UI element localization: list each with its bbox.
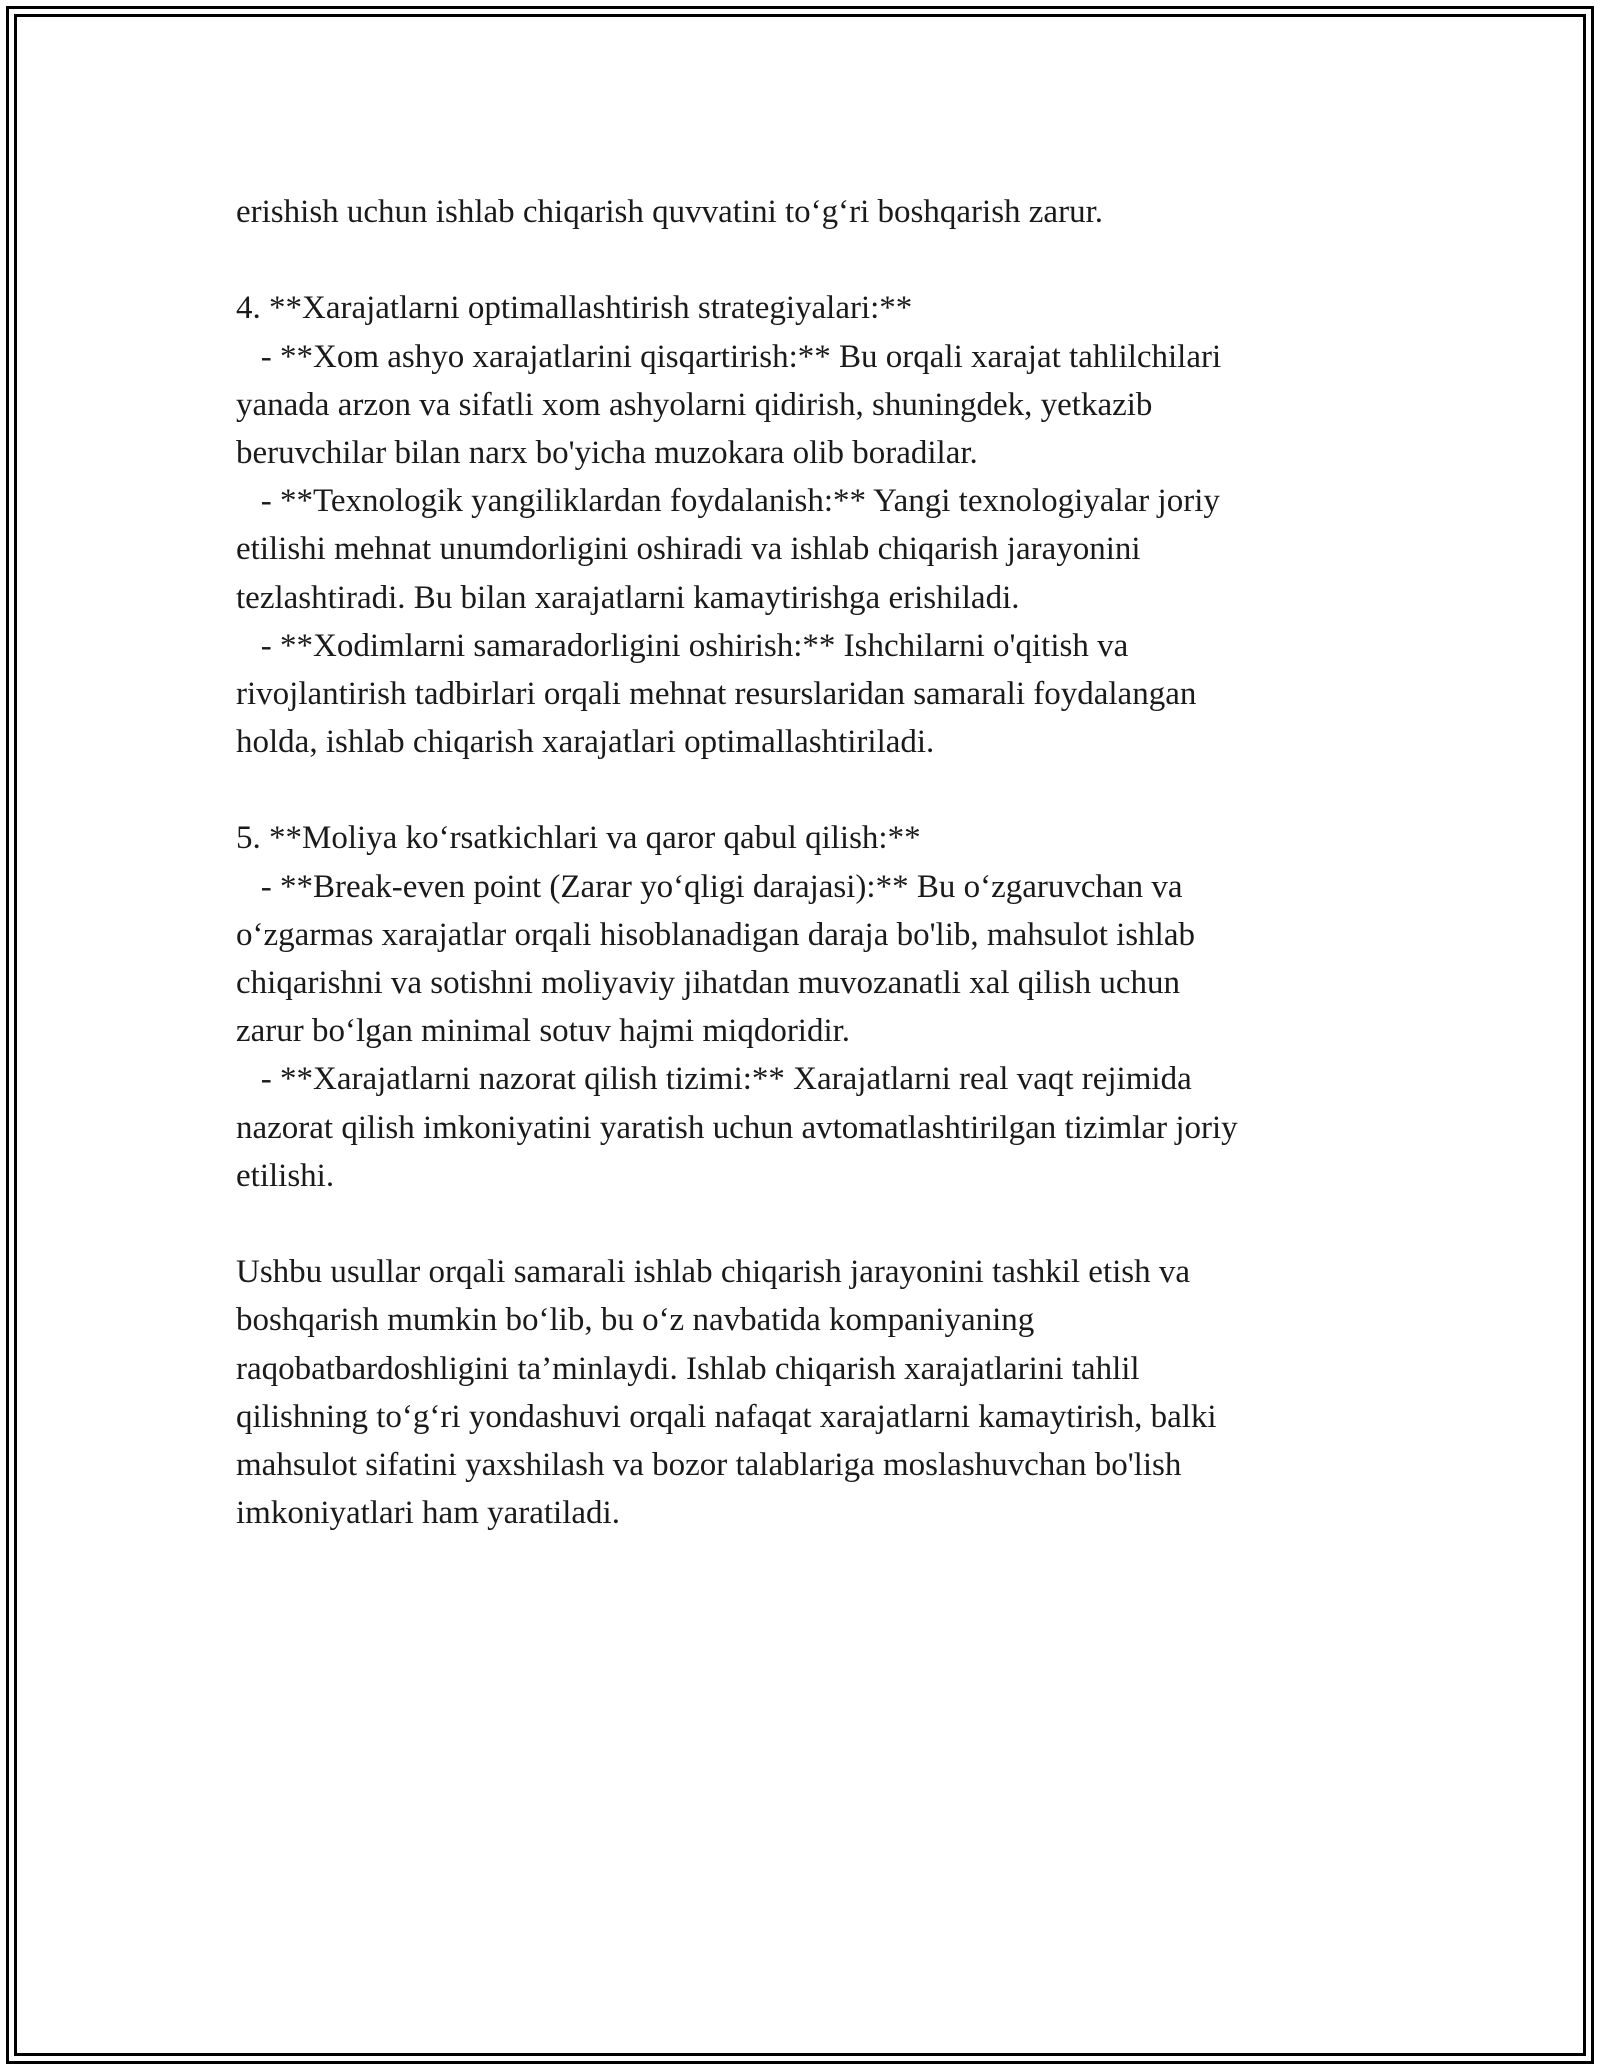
text-line: - **Break-even point (Zarar yo‘qligi darajasi):** Bu o‘zgaruvchan va — [236, 868, 1183, 905]
section-4-item-3 — [236, 622, 1366, 767]
text-line: - **Texnologik yangiliklardan foydalanish:** Yangi texnologiyalar joriy — [236, 483, 1220, 520]
section-4-item-2 — [236, 477, 1366, 622]
text-line: rivojlantirish tadbirlari orqali mehnat resurslaridan samarali foydalangan — [236, 675, 1197, 712]
section-4-heading: 4. **Xarajatlarni optimallashtirish strategiyalari:** — [236, 290, 913, 327]
conclusion-paragraph — [236, 1248, 1366, 1537]
document-body — [236, 188, 1366, 1537]
section-5-item-2 — [236, 1055, 1366, 1200]
paragraph-gap — [236, 236, 1366, 284]
text-line: o‘zgarmas xarajatlar orqali hisoblanadigan daraja bo'lib, mahsulot ishlab — [236, 916, 1195, 953]
paragraph-gap — [236, 766, 1366, 814]
text-line: beruvchilar bilan narx bo'yicha muzokara olib boradilar. — [236, 434, 978, 471]
section-4 — [236, 284, 1366, 766]
text-line: raqobatbardoshligini ta’minlaydi. Ishlab chiqarish xarajatlarini tahlil — [236, 1350, 1140, 1387]
text-line: holda, ishlab chiqarish xarajatlari optimallashtiriladi. — [236, 724, 935, 761]
text-line: chiqarishni va sotishni moliyaviy jihatdan muvozanatli xal qilish uchun — [236, 965, 1181, 1001]
continuation-line: erishish uchun ishlab chiqarish quvvatini to‘g‘ri boshqarish zarur. — [236, 194, 1103, 230]
text-line: - **Xodimlarni samaradorligini oshirish:** Ishchilarni o'qitish va — [236, 627, 1129, 664]
text-line: Ushbu usullar orqali samarali ishlab chiqarish jarayonini tashkil etish va — [236, 1254, 1191, 1291]
section-4-item-1 — [236, 333, 1366, 478]
section-5-heading: 5. **Moliya ko‘rsatkichlari va qaror qabul qilish:** — [236, 820, 921, 857]
text-line: boshqarish mumkin bo‘lib, bu o‘z navbatida kompaniyaning — [236, 1302, 1035, 1339]
paragraph-gap — [236, 1200, 1366, 1248]
section-5-item-1 — [236, 863, 1366, 1056]
text-line: yanada arzon va sifatli xom ashyolarni qidirish, shuningdek, yetkazib — [236, 386, 1153, 423]
text-line: zarur bo‘lgan minimal sotuv hajmi miqdoridir. — [236, 1013, 851, 1050]
text-line: qilishning to‘g‘ri yondashuvi orqali nafaqat xarajatlarni kamaytirish, balki — [236, 1398, 1217, 1435]
text-line: etilishi mehnat unumdorligini oshiradi va ishlab chiqarish jarayonini — [236, 531, 1141, 568]
text-line: tezlashtiradi. Bu bilan xarajatlarni kamaytirishga erishiladi. — [236, 579, 1020, 616]
text-line: imkoniyatlari ham yaratiladi. — [236, 1495, 620, 1532]
text-line: nazorat qilish imkoniyatini yaratish uchun avtomatlashtirilgan tizimlar joriy — [236, 1109, 1238, 1146]
section-5 — [236, 814, 1366, 1200]
text-line: mahsulot sifatini yaxshilash va bozor talablariga moslashuvchan bo'lish — [236, 1446, 1182, 1483]
text-line: - **Xarajatlarni nazorat qilish tizimi:** Xarajatlarni real vaqt rejimida — [236, 1061, 1192, 1098]
text-line: - **Xom ashyo xarajatlarini qisqartirish:** Bu orqali xarajat tahlilchilari — [236, 338, 1222, 375]
text-line: etilishi. — [236, 1157, 335, 1194]
